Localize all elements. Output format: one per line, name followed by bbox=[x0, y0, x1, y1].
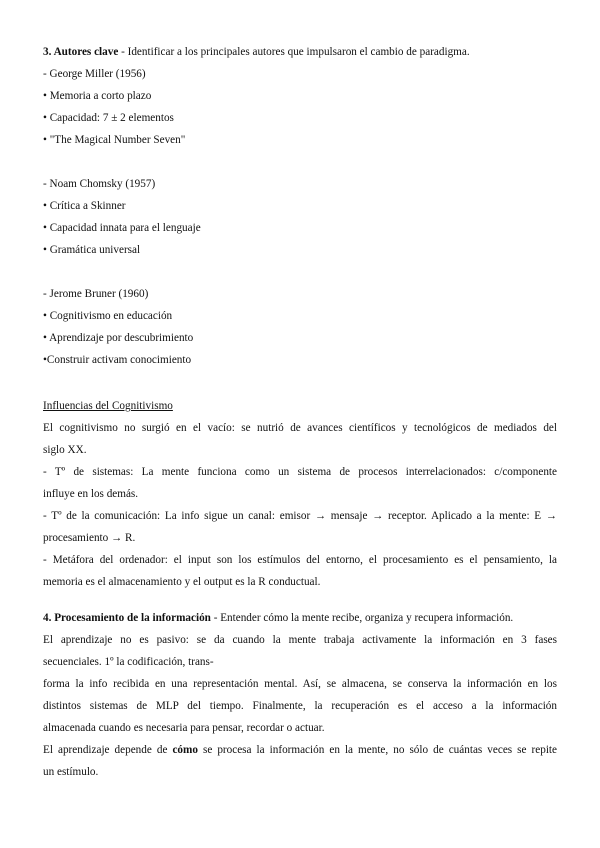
spacer bbox=[43, 151, 557, 173]
section-4 bbox=[43, 607, 557, 783]
section-4-heading-text: - Entender cómo la mente recibe, organiza y recupera información. bbox=[210, 612, 514, 624]
section-4-line6-post: se procesa la información en la mente, no sólo de cuántas veces se repite bbox=[197, 744, 557, 756]
section-4-line6-pre: El aprendizaje depende de bbox=[43, 744, 173, 756]
author-name: - Noam Chomsky (1957) bbox=[43, 178, 156, 190]
influences-p1-line2: siglo XX. bbox=[43, 444, 87, 456]
influences-p1-line1: El cognitivismo no surgió en el vacío: se nutrió de avances científicos y tecnológicos de mediados del bbox=[43, 422, 557, 434]
author-bullet: • Cognitivismo en educación bbox=[43, 310, 173, 322]
author-name: - Jerome Bruner (1960) bbox=[43, 288, 149, 300]
section-3-heading-bold: 3. Autores clave bbox=[43, 46, 119, 58]
section-4-line4: distintos sistemas de MLP del tiempo. Finalmente, la recuperación es el acceso a la información bbox=[43, 700, 557, 712]
author-bullet: •Construir activam conocimiento bbox=[43, 354, 192, 366]
author-bullet: • Capacidad innata para el lenguaje bbox=[43, 222, 201, 234]
author-bullet: • "The Magical Number Seven" bbox=[43, 134, 186, 146]
influences-p2-line2: influye en los demás. bbox=[43, 488, 139, 500]
section-4-heading-bold: 4. Procesamiento de la información bbox=[43, 612, 211, 624]
author-bullet: • Capacidad: 7 ± 2 elementos bbox=[43, 112, 174, 124]
section-3 bbox=[43, 41, 557, 371]
author-bullet: • Crítica a Skinner bbox=[43, 200, 126, 212]
influences-p2-line1: - Tº de sistemas: La mente funciona como un sistema de procesos interrelacionados: c/componente bbox=[43, 466, 557, 478]
section-4-line5: almacenada cuando es necesaria para pensar, recordar o actuar. bbox=[43, 722, 325, 734]
section-4-line2: secuenciales. 1º la codificación, trans- bbox=[43, 656, 214, 668]
influences-title: Influencias del Cognitivismo bbox=[43, 400, 173, 412]
spacer bbox=[43, 261, 557, 283]
author-bullet: • Gramática universal bbox=[43, 244, 141, 256]
section-4-line1: El aprendizaje no es pasivo: se da cuando la mente trabaja activamente la información en 3 fases bbox=[43, 634, 557, 646]
influences-section bbox=[43, 395, 557, 593]
section-4-line6-bold: cómo bbox=[172, 744, 198, 756]
section-4-line7: un estímulo. bbox=[43, 766, 99, 778]
author-name: - George Miller (1956) bbox=[43, 68, 146, 80]
section-4-line3: forma la info recibida en una representación mental. Así, se almacena, se conserva la información en los bbox=[43, 678, 557, 690]
influences-p3-line1: - Tº de la comunicación: La info sigue un canal: emisor → mensaje → receptor. Aplicado a la mente: E → bbox=[43, 510, 557, 522]
section-4-line6 bbox=[43, 739, 557, 761]
influences-p4-line2: memoria es el almacenamiento y el output es la R conductual. bbox=[43, 576, 321, 588]
influences-p3-line2: procesamiento → R. bbox=[43, 532, 136, 544]
section-3-heading bbox=[43, 41, 557, 63]
section-3-heading-text: - Identificar a los principales autores que impulsaron el cambio de paradigma. bbox=[118, 46, 470, 58]
author-bullet: • Aprendizaje por descubrimiento bbox=[43, 332, 194, 344]
author-bullet: • Memoria a corto plazo bbox=[43, 90, 152, 102]
influences-p4-line1: - Metáfora del ordenador: el input son los estímulos del entorno, el procesamiento es el pensamiento, la bbox=[43, 554, 557, 566]
section-4-heading bbox=[43, 607, 557, 629]
